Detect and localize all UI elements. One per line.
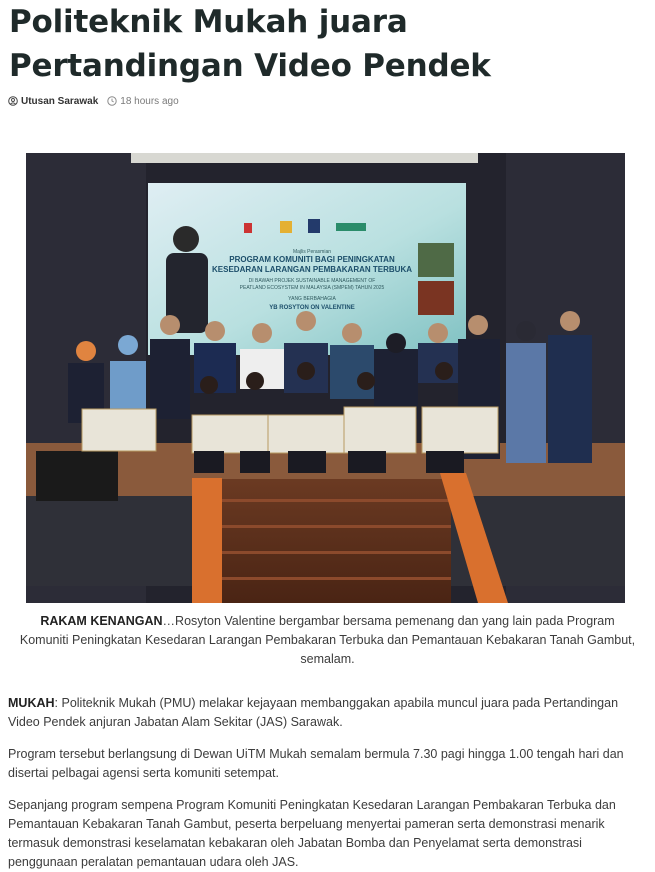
time-ago: 18 hours ago (120, 95, 179, 107)
screen-title-1: PROGRAM KOMUNITI BAGI PENINGKATAN (229, 255, 395, 264)
article-paragraph: Program tersebut berlangsung di Dewan UiTM Mukah semalam bermula 7.30 pagi hingga 1.00 tengah hari dan disertai pelbagai agensi serta komuniti setempat. (8, 747, 624, 780)
screen-sub-2: PEATLAND ECOSYSTEM IN MALAYSIA (SMPEM) TAHUN 2025 (239, 285, 385, 291)
article-photo (26, 153, 625, 603)
paragraph-text: : Politeknik Mukah (PMU) melakar kejayaan membanggakan apabila muncul juara pada Pertandingan Video Pendek anjuran Jabatan Alam Sekitar (JAS) Sarawak. (8, 696, 619, 729)
screen-event-line: Majlis Perasmian (292, 249, 332, 255)
author-link[interactable] (8, 96, 98, 107)
article-title: Politeknik Mukah juara Pertandingan Video Pendek (9, 4, 491, 84)
article-paragraph (8, 694, 644, 732)
screen-vip-name: YB ROSYTON ON VALENTINE (269, 305, 355, 311)
caption-lead: RAKAM KENANGAN (40, 614, 163, 628)
author-name[interactable]: Utusan Sarawak (21, 95, 99, 107)
screen-sub-1: DI BAWAH PROJEK SUSTAINABLE MANAGEMENT OF (248, 278, 376, 284)
article-paragraph: Sepanjang program sempena Program Komuniti Peningkatan Kesedaran Larangan Pembakaran Terbuka dan Pemantauan Kebakaran Tanah Gambut, peserta berpeluang menyertai pameran serta demonstrasi menarik termasuk demonstrasi keselamatan kebakaran oleh Jabatan Bomba dan Penyelamat serta demonstrasi penggunaan peralatan pemantauan udara oleh JAS. (8, 798, 616, 869)
clock-icon (107, 96, 117, 106)
screen-vip-label: YANG BERBAHAGIA (288, 296, 336, 302)
photo-caption (16, 612, 639, 669)
user-circle-icon (8, 96, 18, 106)
caption-text: …Rosyton Valentine bergambar bersama pemenang dan yang lain pada Program Komuniti Peningkatan Kesedaran Larangan Pembakaran Terbuka dan Pemantauan Kebakaran Tanah Gambut, semalam. (19, 614, 636, 666)
publish-time (107, 96, 178, 107)
dateline: MUKAH (8, 696, 55, 710)
screen-title-2: KESEDARAN LARANGAN PEMBAKARAN TERBUKA (212, 265, 412, 274)
article-meta (8, 94, 179, 108)
